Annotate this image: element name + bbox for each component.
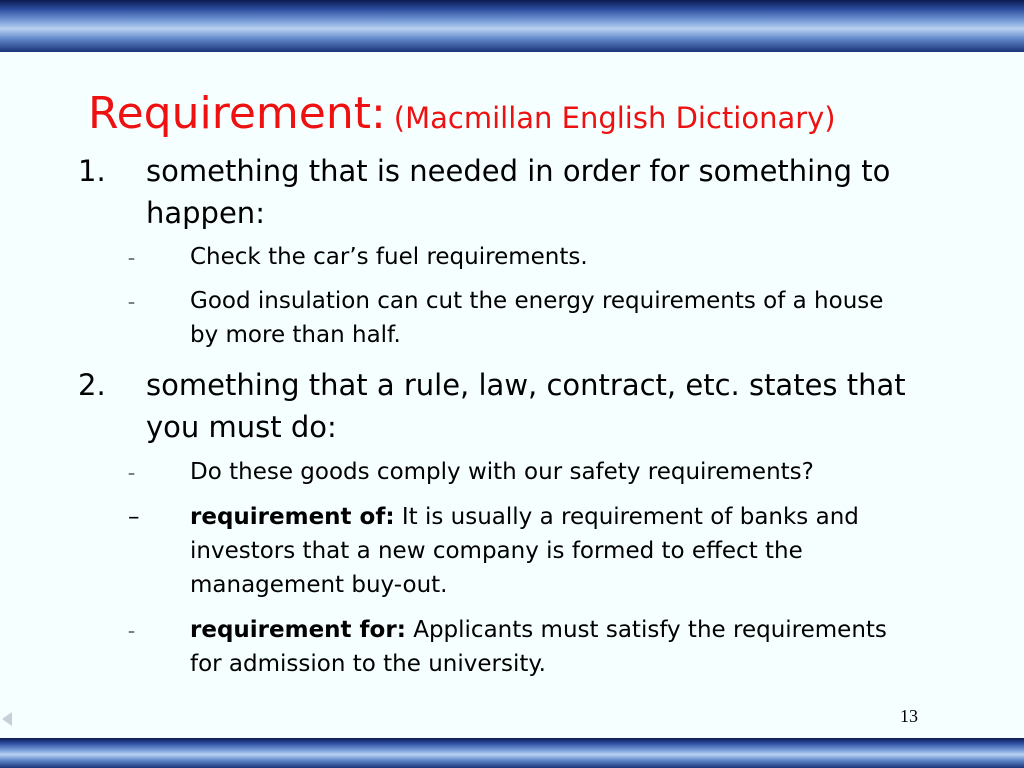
bullet-dash: – <box>128 624 135 640</box>
bullet-dash: – <box>128 295 135 311</box>
example-text: Check the car’s fuel requirements. <box>190 244 588 270</box>
definition-number: 2. <box>78 368 106 402</box>
definition-text: something that a rule, law, contract, etc. states that you must do: <box>146 368 906 444</box>
slide-title <box>88 88 836 139</box>
page-number: 13 <box>900 706 918 726</box>
title-source: (Macmillan English Dictionary) <box>393 101 836 135</box>
example-text <box>190 613 910 681</box>
bullet-dash: – <box>128 504 140 530</box>
usage-example: Applicants must satisfy the requirements for admission to the university. <box>190 617 887 677</box>
usage-label: requirement for: <box>190 617 406 643</box>
bottom-decorative-bar <box>0 738 1024 768</box>
bullet-dash: – <box>128 251 135 267</box>
triangle-left-icon[interactable] <box>2 712 12 726</box>
example-text: Do these goods comply with our safety requirements? <box>190 459 814 485</box>
bullet-dash: – <box>128 466 135 482</box>
usage-example: It is usually a requirement of banks and investors that a new company is formed to effect the management buy-out. <box>190 504 859 598</box>
example-text <box>190 500 910 602</box>
definition-number: 1. <box>78 154 106 188</box>
top-decorative-bar <box>0 0 1024 52</box>
definition-text: something that is needed in order for something to happen: <box>146 154 891 230</box>
usage-label: requirement of: <box>190 504 395 530</box>
example-text: Good insulation can cut the energy requirements of a house by more than half. <box>190 288 884 348</box>
title-main: Requirement: <box>88 88 386 139</box>
